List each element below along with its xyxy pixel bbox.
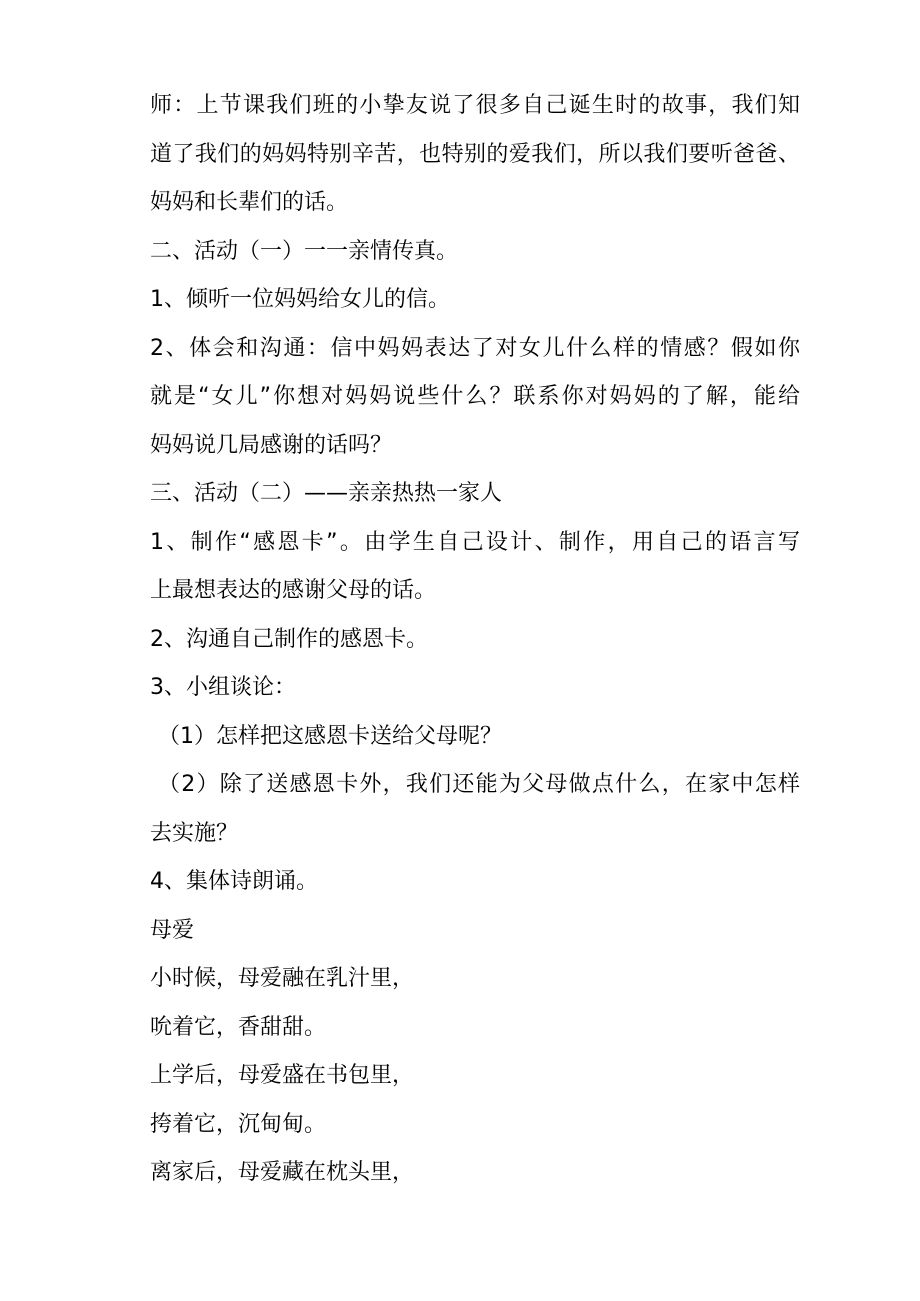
document-body — [150, 82, 800, 1198]
paragraph-line: 妈妈和长辈们的话。 — [150, 190, 349, 215]
paragraph-line: 道了我们的妈妈特别辛苦，也特别的爱我们，所以我们要听爸爸、 — [150, 141, 800, 167]
list-item: 2、沟通自己制作的感恩卡。 — [150, 626, 428, 652]
poem-title: 母爱 — [150, 917, 195, 943]
list-item: 2、体会和沟通：信中妈妈表达了对女儿什么样的情感？假如你 — [150, 335, 800, 361]
paragraph-line: 妈妈说几局感谢的话吗？ — [150, 432, 393, 458]
list-item: 4、集体诗朗诵。 — [150, 869, 318, 894]
poem-line: 上学后，母爱盛在书包里， — [150, 1063, 415, 1088]
list-item: 3、小组谈论： — [150, 675, 296, 700]
sub-list-item: （1）怎样把这感恩卡送给父母呢？ — [158, 723, 502, 749]
section-heading: 二、活动（一）一一亲情传真。 — [150, 238, 459, 264]
poem-line: 离家后，母爱藏在枕头里， — [150, 1160, 415, 1185]
poem-line: 挎着它，沉甸甸。 — [150, 1111, 327, 1137]
paragraph-line: 上最想表达的感谢父母的话。 — [150, 578, 437, 603]
list-item: 1、制作“感恩卡”。由学生自己设计、制作，用自己的语言写 — [150, 529, 800, 555]
poem-line: 吮着它，香甜甜。 — [150, 1014, 327, 1040]
poem-line: 小时候，母爱融在乳汁里， — [150, 966, 415, 991]
paragraph-line: 去实施？ — [150, 820, 239, 846]
paragraph-line: 就是“女儿”你想对妈妈说些什么？联系你对妈妈的了解，能给 — [150, 384, 800, 409]
list-item: 1、倾听一位妈妈给女儿的信。 — [150, 287, 450, 312]
sub-list-item: （2）除了送感恩卡外，我们还能为父母做点什么，在家中怎样 — [158, 772, 800, 797]
paragraph-line: 师：上节课我们班的小挚友说了很多自己诞生时的故事，我们知 — [150, 93, 800, 118]
section-heading: 三、活动（二）——亲亲热热一家人 — [150, 481, 503, 506]
